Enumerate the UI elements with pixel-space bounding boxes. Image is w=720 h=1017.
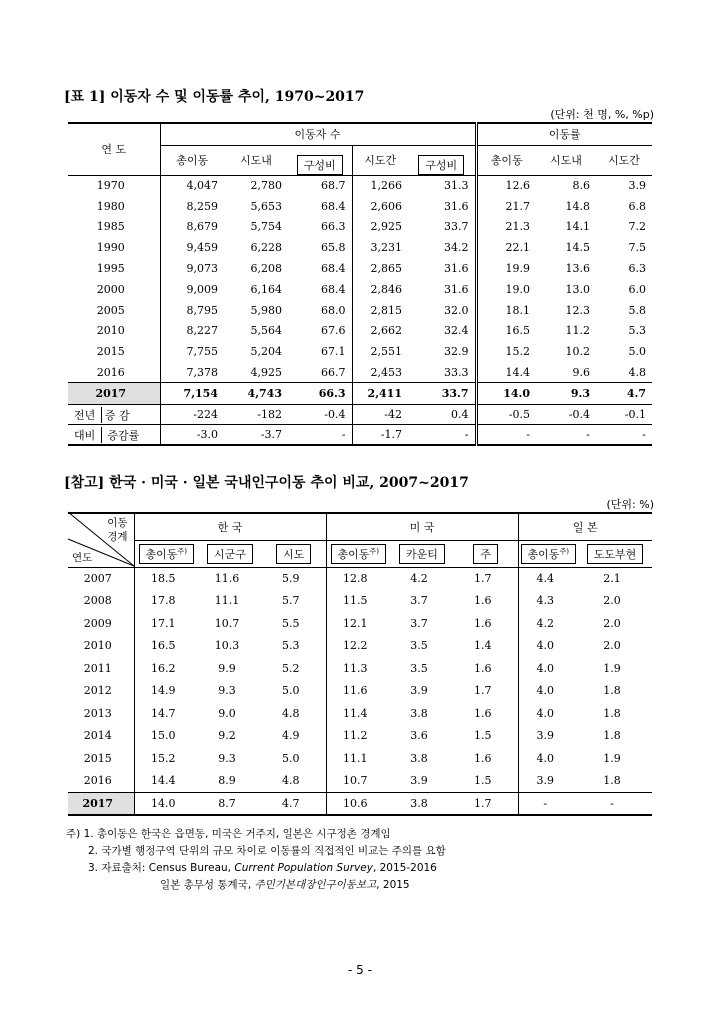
cell: 5.0 — [282, 751, 300, 765]
cell: 3.9 — [518, 725, 578, 748]
korea-header: 한 국 — [134, 513, 326, 540]
diag-top: 이동 — [107, 517, 128, 529]
cell: 1,266 — [352, 175, 408, 196]
cell: 4.7 — [282, 796, 300, 810]
cell: -182 — [224, 405, 288, 425]
cell: -3.7 — [260, 428, 282, 442]
cell: 33.7 — [408, 383, 476, 405]
table-row — [68, 702, 652, 725]
cell: 11.6 — [326, 680, 390, 703]
cell: 4.4 — [518, 567, 578, 590]
cell: 8.7 — [218, 796, 236, 810]
cell: 5.7 — [282, 594, 300, 608]
table1-unit: (단위: 천 명, %, %p) — [550, 108, 654, 121]
cell: 33.7 — [444, 220, 469, 234]
cell: 4,743 — [224, 383, 288, 405]
cell: 10.6 — [326, 792, 390, 815]
cell: -3.0 — [160, 425, 224, 445]
cell: 16.2 — [134, 657, 198, 680]
cell: - — [586, 428, 590, 442]
cell: 1.6 — [474, 594, 492, 608]
table-row — [68, 657, 652, 680]
cell: 1.6 — [474, 616, 492, 630]
cell: 3.9 — [410, 684, 428, 698]
cell: 7.5 — [628, 241, 646, 255]
table-row — [68, 635, 652, 658]
cell: 12.1 — [326, 612, 390, 635]
cell: -0.4 — [288, 405, 352, 425]
year-cell: 2016 — [68, 770, 134, 793]
cell: 11.4 — [326, 702, 390, 725]
cell: 9,459 — [160, 237, 224, 258]
note-4b: 주민기본대장인구이동보고 — [254, 879, 377, 891]
year-cell: 2009 — [83, 616, 112, 630]
diag-bot: 연도 — [72, 551, 93, 564]
cell: - — [341, 428, 346, 442]
cell: 1.8 — [603, 729, 621, 743]
cell: 2.1 — [603, 572, 621, 585]
cell: 67.1 — [321, 345, 346, 359]
cell: 68.0 — [321, 303, 346, 317]
cell: 4,925 — [224, 362, 288, 383]
cell: 12.6 — [476, 175, 536, 196]
cell: 2,780 — [250, 179, 282, 193]
cell: 32.9 — [444, 345, 469, 359]
cell: 3.8 — [410, 706, 428, 720]
cell: 2,662 — [352, 321, 408, 342]
cell: 11.1 — [326, 747, 390, 770]
note-1: 주) 1. 총이동은 한국은 읍면동, 미국은 거주지, 일본은 시구정촌 경계임 — [66, 828, 391, 840]
cell: 21.3 — [476, 217, 536, 238]
year-cell: 2010 — [96, 324, 125, 338]
share-header: 구성비 — [297, 155, 343, 175]
cell: 3.6 — [410, 729, 428, 743]
cell: 1.9 — [603, 661, 621, 675]
cell: 3.8 — [410, 751, 428, 765]
cell: 11.1 — [214, 594, 240, 608]
cell: 3.7 — [410, 594, 428, 608]
cell: 9.6 — [536, 362, 596, 383]
year-cell: 2017 — [68, 792, 134, 815]
table-row — [68, 792, 652, 815]
year-cell: 2015 — [83, 751, 112, 765]
cell: 1.7 — [474, 796, 492, 810]
u-state-header: 주 — [473, 544, 498, 564]
cell: 15.0 — [134, 725, 198, 748]
cell: 6,164 — [250, 282, 282, 296]
cell: 4.8 — [262, 770, 326, 793]
cell: 4.2 — [410, 572, 428, 585]
cell: 10.3 — [214, 639, 240, 653]
cell: 5.9 — [282, 572, 300, 585]
cell: 68.4 — [321, 199, 346, 213]
cell: 1.6 — [474, 751, 492, 765]
cell: 4.0 — [518, 635, 578, 658]
cell: 13.0 — [565, 282, 590, 296]
cell: 2,606 — [352, 196, 408, 217]
u-total-header: 총이동 — [337, 547, 370, 561]
year-cell: 1995 — [96, 262, 125, 276]
cell: 1.6 — [474, 706, 492, 720]
table-row — [68, 612, 652, 635]
year-cell: 1970 — [96, 179, 125, 193]
cell: 10.7 — [214, 616, 240, 630]
cell: 4.0 — [518, 747, 578, 770]
cell: 5.5 — [282, 616, 300, 630]
intra-header: 시도내 — [224, 145, 288, 175]
cell: 1.7 — [474, 572, 492, 585]
year-cell: 1980 — [96, 199, 125, 213]
cell: 14.1 — [565, 220, 590, 234]
cell: 8,679 — [160, 217, 224, 238]
cell: 8.6 — [572, 179, 590, 193]
cell: 10.7 — [326, 770, 390, 793]
cell: 17.1 — [134, 612, 198, 635]
cell: 14.5 — [565, 241, 590, 255]
cell: 17.8 — [134, 590, 198, 613]
cell: 5,653 — [250, 199, 282, 213]
cell: 15.2 — [476, 341, 536, 362]
cell: 66.3 — [321, 220, 346, 234]
k-sigungu-header: 시군구 — [207, 544, 253, 564]
cell: 1.5 — [474, 729, 492, 743]
cell: -0.5 — [476, 405, 536, 425]
cell: 14.0 — [476, 383, 536, 405]
table-row — [68, 747, 652, 770]
movers-header: 이동자 수 — [160, 123, 476, 145]
cell: 14.4 — [134, 770, 198, 793]
u-county-header: 카운티 — [399, 544, 445, 564]
cell: 8.9 — [198, 770, 262, 793]
year-header: 연 도 — [68, 123, 160, 175]
r-total-header: 총이동 — [476, 145, 536, 175]
change-label-a: 전년 — [74, 408, 96, 422]
cell: 4.0 — [518, 657, 578, 680]
note-3 — [66, 860, 446, 877]
rate-label: 증감률 — [101, 427, 144, 443]
cell: 2,453 — [352, 362, 408, 383]
cell: 9,009 — [160, 279, 224, 300]
cell: 2,411 — [352, 383, 408, 405]
cell: 3.5 — [410, 661, 428, 675]
note-3c: , 2015-2016 — [372, 862, 437, 874]
cell: - — [518, 792, 578, 815]
cell: 2,925 — [352, 217, 408, 238]
k-total-header: 총이동 — [145, 547, 178, 561]
table1-title: [표 1] 이동자 수 및 이동률 추이, 1970~2017 — [64, 89, 365, 105]
cell: 1.5 — [454, 770, 518, 793]
year-cell: 2017 — [68, 383, 160, 405]
cell: 11.3 — [326, 657, 390, 680]
cell: 21.7 — [476, 196, 536, 217]
j-total-header: 총이동 — [527, 547, 560, 561]
j-pref-header: 도도부현 — [587, 544, 644, 564]
share2-header: 구성비 — [418, 155, 464, 175]
diag-mid: 경계 — [107, 531, 128, 543]
cell: 31.3 — [444, 179, 469, 193]
table-row — [68, 770, 652, 793]
r-intra-header: 시도내 — [536, 145, 596, 175]
cell: 5.3 — [282, 639, 300, 653]
year-cell: 2014 — [83, 729, 112, 743]
cell: 16.5 — [476, 321, 536, 342]
cell: 7,154 — [160, 383, 224, 405]
cell: 12.3 — [565, 303, 590, 317]
cell: 31.6 — [444, 199, 469, 213]
cell: 0.4 — [408, 405, 476, 425]
u-total-sup: 주) — [369, 546, 379, 555]
cell: 68.7 — [321, 179, 346, 193]
cell: 12.8 — [326, 567, 390, 590]
cell: 8,259 — [160, 196, 224, 217]
cell: 33.3 — [408, 362, 476, 383]
cell: 4.3 — [518, 590, 578, 613]
table2 — [68, 512, 652, 816]
year-cell: 2015 — [96, 345, 125, 359]
cell: 4,047 — [160, 175, 224, 196]
j-total-sup: 주) — [559, 546, 569, 555]
table2-title: [참고] 한국 · 미국 · 일본 국내인구이동 추이 비교, 2007~2017 — [64, 475, 469, 491]
year-cell: 2008 — [83, 594, 112, 608]
cell: -0.4 — [536, 405, 596, 425]
cell: 2,865 — [352, 258, 408, 279]
cell: 4.8 — [596, 362, 652, 383]
cell: 5,204 — [250, 345, 282, 359]
cell: 9.3 — [536, 383, 596, 405]
cell: 6.3 — [628, 262, 646, 276]
cell: 68.4 — [321, 262, 346, 276]
change-label-b: 대비 — [74, 428, 96, 442]
cell: -1.7 — [352, 425, 408, 445]
cell: 2,815 — [352, 300, 408, 321]
year-cell: 2013 — [83, 706, 112, 720]
cell: 3.9 — [518, 770, 578, 793]
table-row — [68, 590, 652, 613]
cell: 6.8 — [628, 199, 646, 213]
cell: 31.6 — [444, 282, 469, 296]
cell: 2.0 — [603, 639, 621, 653]
year-cell: 2000 — [96, 282, 125, 296]
cell: 16.5 — [134, 635, 198, 658]
cell: 14.9 — [134, 680, 198, 703]
page-number: - 5 - — [348, 963, 372, 977]
k-sido-header: 시도 — [276, 544, 311, 564]
cell: 1.7 — [474, 684, 492, 698]
cell: 8,795 — [160, 300, 224, 321]
cell: -224 — [160, 405, 224, 425]
cell: 1.6 — [474, 661, 492, 675]
note-3a: 3. 자료출처: Census Bureau, — [88, 862, 235, 874]
usa-header: 미 국 — [326, 513, 518, 540]
cell: -0.1 — [596, 405, 652, 425]
cell: 5.0 — [628, 345, 646, 359]
note-4c: , 2015 — [376, 879, 410, 891]
year-cell: 2012 — [83, 684, 112, 698]
cell: 8,227 — [160, 321, 224, 342]
cell: 3.9 — [628, 179, 646, 193]
cell: 14.8 — [565, 199, 590, 213]
cell: 2.0 — [603, 594, 621, 608]
cell: 9.3 — [218, 751, 236, 765]
cell: 9,073 — [160, 258, 224, 279]
cell: 3.8 — [410, 796, 428, 810]
cell: 5.3 — [628, 324, 646, 338]
cell: 9.3 — [218, 684, 236, 698]
japan-header: 일 본 — [518, 513, 652, 540]
cell: 32.0 — [444, 303, 469, 317]
cell: 1.9 — [603, 751, 621, 765]
cell: 3.9 — [390, 770, 454, 793]
cell: 66.7 — [288, 362, 352, 383]
cell: 4.9 — [282, 729, 300, 743]
cell: 18.5 — [134, 567, 198, 590]
cell: 6,208 — [250, 262, 282, 276]
cell: 7.2 — [628, 220, 646, 234]
note-4 — [66, 877, 446, 894]
cell: - — [610, 796, 614, 810]
total-header: 총이동 — [160, 145, 224, 175]
table2-unit: (단위: %) — [606, 498, 654, 511]
cell: -42 — [352, 405, 408, 425]
cell: 19.9 — [476, 258, 536, 279]
table-row — [68, 725, 652, 748]
cell: 3.5 — [410, 639, 428, 653]
cell: 18.1 — [476, 300, 536, 321]
cell: 5.8 — [628, 303, 646, 317]
year-cell: 2007 — [83, 572, 112, 585]
cell: 3,231 — [352, 237, 408, 258]
cell: 67.6 — [321, 324, 346, 338]
table-row — [68, 680, 652, 703]
note-4a: 일본 총무성 통계국, — [160, 879, 255, 891]
year-cell: 1990 — [96, 241, 125, 255]
year-cell: 2016 — [68, 362, 160, 383]
cell: 4.0 — [518, 702, 578, 725]
note-2: 2. 국가별 행정구역 단위의 규모 차이로 이동률의 직접적인 비교는 주의를 요함 — [88, 845, 446, 857]
cell: 1.8 — [603, 684, 621, 698]
cell: 4.0 — [518, 680, 578, 703]
note-3b: Current Population Survey — [234, 862, 373, 874]
cell: 1.8 — [578, 770, 652, 793]
cell: 19.0 — [476, 279, 536, 300]
k-total-sup: 주) — [177, 546, 187, 555]
cell: 14.0 — [134, 792, 198, 815]
cell: 9.9 — [218, 661, 236, 675]
cell: 5,564 — [250, 324, 282, 338]
cell: 31.6 — [444, 262, 469, 276]
cell: 13.6 — [565, 262, 590, 276]
cell: - — [476, 425, 536, 445]
cell: 15.2 — [134, 747, 198, 770]
year-cell: 2010 — [83, 639, 112, 653]
cell: 12.2 — [326, 635, 390, 658]
cell: 5.2 — [282, 661, 300, 675]
cell: 2,551 — [352, 341, 408, 362]
cell: 4.2 — [518, 612, 578, 635]
cell: 2,846 — [352, 279, 408, 300]
cell: 22.1 — [476, 237, 536, 258]
inter-header: 시도간 — [352, 145, 408, 175]
cell: 11.2 — [565, 324, 590, 338]
cell: 1.8 — [603, 706, 621, 720]
notes — [66, 826, 446, 894]
year-cell: 1985 — [96, 220, 125, 234]
cell: 9.2 — [218, 729, 236, 743]
r-inter-header: 시도간 — [596, 145, 652, 175]
inc-label: 증 감 — [101, 407, 132, 423]
cell: 4.7 — [596, 383, 652, 405]
cell: 7,378 — [160, 362, 224, 383]
cell: 11.5 — [326, 590, 390, 613]
cell: 10.2 — [565, 345, 590, 359]
cell: 6,228 — [250, 241, 282, 255]
cell: 6.0 — [628, 282, 646, 296]
cell: 11.6 — [214, 572, 240, 585]
cell: 14.4 — [476, 362, 536, 383]
cell: 34.2 — [444, 241, 469, 255]
cell: - — [642, 428, 646, 442]
cell: 1.4 — [474, 639, 492, 653]
cell: 5,754 — [250, 220, 282, 234]
cell: 68.4 — [321, 282, 346, 296]
table-row — [68, 567, 652, 590]
cell: 9.0 — [218, 706, 236, 720]
cell: 7,755 — [160, 341, 224, 362]
year-cell: 2005 — [96, 303, 125, 317]
year-cell: 2011 — [83, 661, 112, 675]
cell: - — [464, 428, 469, 442]
cell: 66.3 — [288, 383, 352, 405]
cell: 5,980 — [250, 303, 282, 317]
cell: 32.4 — [444, 324, 469, 338]
cell: 5.0 — [282, 684, 300, 698]
cell: 3.7 — [410, 616, 428, 630]
rate-header: 이동률 — [476, 123, 652, 145]
cell: 2.0 — [603, 616, 621, 630]
cell: 14.7 — [134, 702, 198, 725]
cell: 11.2 — [326, 725, 390, 748]
cell: 4.8 — [282, 706, 300, 720]
cell: 65.8 — [321, 241, 346, 255]
